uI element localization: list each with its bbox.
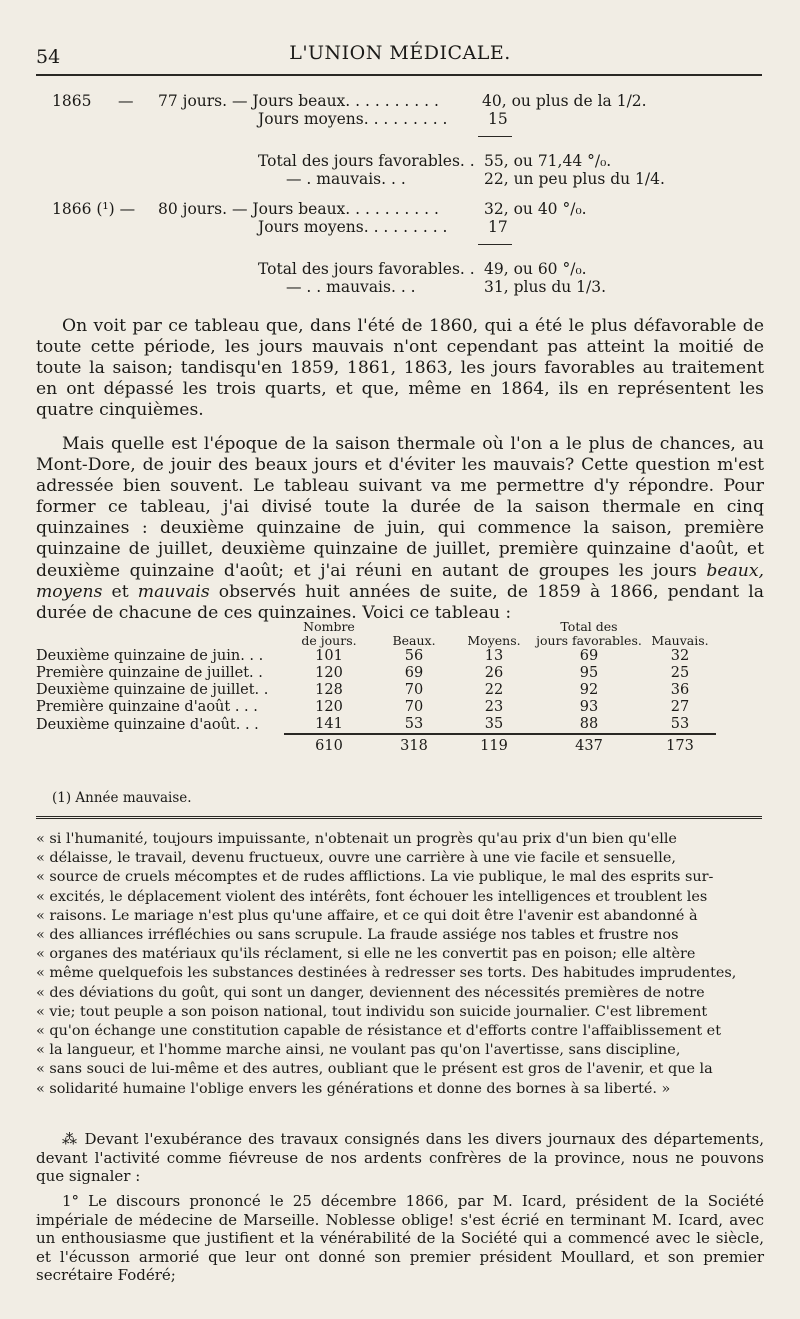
row-mauvais: 53 <box>670 716 690 732</box>
quote-line: « sans souci de lui-même et des autres, oubliant que le présent est gros de l'avenir, et que la <box>36 1061 713 1078</box>
header-total-line2: jours favorables. <box>536 633 642 648</box>
row-beaux: 70 <box>404 682 424 698</box>
row-mauvais: 32 <box>670 648 690 664</box>
table-row <box>36 665 716 682</box>
row-moyens: 13 <box>484 648 504 664</box>
row-beaux: 69 <box>404 665 424 681</box>
total-label-1865: Total des jours favorables. . <box>258 152 475 170</box>
beaux-label-1865: 77 jours. — Jours beaux. . . . . . . . . . <box>158 92 439 110</box>
total-moyens: 119 <box>454 734 534 755</box>
total-label-1866: Total des jours favorables. . <box>258 260 475 278</box>
total-mauvais: 173 <box>644 734 716 755</box>
row-total: 88 <box>579 716 599 732</box>
total-favorables: 437 <box>534 734 644 755</box>
sum-rule-1866 <box>478 244 512 245</box>
moyens-label-1865: Jours moyens. . . . . . . . . <box>258 110 448 128</box>
row-mauvais: 25 <box>670 665 690 681</box>
header-moyens: Moyens. <box>467 633 521 648</box>
section-2-paragraph-1 <box>36 1130 764 1186</box>
row-total: 95 <box>579 665 599 681</box>
quote-line: « la langueur, et l'homme marche ainsi, ne voulant pas qu'on l'avertisse, sans discipline, <box>36 1042 681 1059</box>
beaux-value-1866: 32, ou 40 °/₀. <box>484 200 587 218</box>
table-body <box>36 648 716 755</box>
year-1866: 1866 (¹) — <box>52 200 136 218</box>
paragraph-2-emphasis: beaux, moyens <box>36 560 764 602</box>
paragraph-2-emphasis-2: mauvais <box>137 581 210 602</box>
row-label: Deuxième quinzaine de juin. . . <box>36 648 264 664</box>
row-mauvais: 36 <box>670 682 690 698</box>
table-row <box>36 699 716 716</box>
row-label: Première quinzaine d'août . . . <box>36 699 258 715</box>
paragraph-2-end: observés huit années de suite, de 1859 à 1866, pendant la durée de chacune de ces quinzaines. Voici ce tableau : <box>36 581 764 623</box>
quinzaine-table <box>36 620 716 755</box>
quote-line: « même quelquefois les substances destinées à redresser ses torts. Des habitudes imprudentes, <box>36 965 737 982</box>
row-jours: 120 <box>315 665 343 681</box>
row-moyens: 35 <box>484 716 504 732</box>
quote-line: « des déviations du goût, qui sont un danger, deviennent des nécessités premières de notre <box>36 984 705 1001</box>
total-value-1866: 49, ou 60 °/₀. <box>484 260 587 278</box>
row-beaux: 70 <box>404 699 424 715</box>
paragraph-1 <box>36 316 764 421</box>
section-2-item-1 <box>36 1192 764 1285</box>
page-number: 54 <box>36 46 61 68</box>
quote-line: « source de cruels mécomptes et de rudes afflictions. La vie publique, le mal des esprits sur- <box>36 869 714 886</box>
moyens-label-1866: Jours moyens. . . . . . . . . <box>258 218 448 236</box>
row-moyens: 23 <box>484 699 504 715</box>
row-total: 92 <box>579 682 599 698</box>
table-row <box>36 716 716 734</box>
mauvais-label-1866: — . . mauvais. . . <box>286 278 416 296</box>
sum-rule-1865 <box>478 136 512 137</box>
quote-line: « des alliances irréfléchies ou sans scrupule. La fraude assiége nos tables et frustre nos <box>36 927 679 944</box>
section-2-intro <box>36 1130 764 1186</box>
row-jours: 128 <box>315 682 343 698</box>
header-beaux: Beaux. <box>392 633 436 648</box>
mauvais-value-1865: 22, un peu plus du 1/4. <box>484 170 665 188</box>
paragraph-2 <box>36 434 764 624</box>
row-moyens: 26 <box>484 665 504 681</box>
row-jours: 141 <box>315 716 343 732</box>
table-row <box>36 682 716 699</box>
header-total-line1: Total des <box>560 619 618 634</box>
total-value-1865: 55, ou 71,44 °/₀. <box>484 152 612 170</box>
quote-block <box>36 830 764 1099</box>
total-jours: 610 <box>284 734 374 755</box>
quote-line: « raisons. Le mariage n'est plus qu'une affaire, et ce qui doit être l'avenir est abandonné à <box>36 907 698 924</box>
totals-spacer <box>36 734 284 755</box>
moyens-value-1865: 15 <box>488 110 508 128</box>
mauvais-value-1866: 31, plus du 1/3. <box>484 278 607 296</box>
paragraph-1-text: On voit par ce tableau que, dans l'été de 1860, qui a été le plus défavorable de toute cette période, les jours mauvais n'ont cependant pas atteint la moitié de toute la saison; tandisqu'en 1859, 1861, 1863, les jours favorables au traitement en ont dépassé les trois quarts, et que, même en 1864, ils en représentent les quatre cinquièmes. <box>36 316 764 421</box>
asterism: ⁂ <box>62 1130 79 1148</box>
beaux-value-1865: 40, ou plus de la 1/2. <box>482 92 647 110</box>
quote-line: « vie; tout peuple a son poison national, tout individu son suicide journalier. C'est librement <box>36 1003 708 1020</box>
header-rule <box>36 74 762 76</box>
table-header-spacer <box>36 620 284 648</box>
row-jours: 120 <box>315 699 343 715</box>
year-1865: 1865 <box>52 92 92 110</box>
quote-line: « si l'humanité, toujours impuissante, n'obtenait un progrès qu'au prix d'un bien qu'elle <box>36 831 677 847</box>
row-mauvais: 27 <box>670 699 690 715</box>
row-moyens: 22 <box>484 682 504 698</box>
table-totals-row <box>36 734 716 755</box>
footnote: (1) Année mauvaise. <box>52 790 192 806</box>
quote-line: « qu'on échange une constitution capable de résistance et d'efforts contre l'affaiblissement et <box>36 1023 721 1040</box>
header-nombre-line2: de jours. <box>301 633 357 648</box>
row-beaux: 53 <box>404 716 424 732</box>
beaux-label-1866: 80 jours. — Jours beaux. . . . . . . . . . <box>158 200 439 218</box>
quote-line: « délaisse, le travail, devenu fructueux, ouvre une carrière à une vie facile et sensuelle, <box>36 850 676 867</box>
section-divider <box>36 816 762 819</box>
table-row <box>36 648 716 665</box>
year-1865-dash: — <box>118 92 134 110</box>
header-mauvais: Mauvais. <box>651 633 709 648</box>
section-2-paragraph-2: 1° Le discours prononcé le 25 décembre 1866, par M. Icard, président de la Société impériale de médecine de Marseille. Noblesse oblige! s'est écrié en terminant M. Icard, avec un enthousiasme que justifient et la vénérabilité de la Société qui a commencé avec le siècle, et l'écusson armorié que leur ont donné son premier président Moullard, et son premier secrétaire Fodéré; <box>36 1192 764 1285</box>
header-nombre-line1: Nombre <box>303 619 355 634</box>
row-jours: 101 <box>315 648 343 664</box>
mauvais-label-1865: — . mauvais. . . <box>286 170 406 188</box>
header-total <box>534 620 644 648</box>
total-beaux: 318 <box>374 734 454 755</box>
running-title: L'UNION MÉDICALE. <box>289 42 511 64</box>
row-total: 93 <box>579 699 599 715</box>
row-label: Deuxième quinzaine d'août. . . <box>36 716 259 733</box>
row-total: 69 <box>579 648 599 664</box>
row-beaux: 56 <box>404 648 424 664</box>
section-2-paragraph-1-text: Devant l'exubérance des travaux consignés dans les divers journaux des départements, devant l'activité comme fiévreuse de nos ardents confrères de la province, nous ne pouvons que signaler : <box>36 1130 764 1186</box>
moyens-value-1866: 17 <box>488 218 508 236</box>
paragraph-2-et: et <box>111 581 129 602</box>
quote-line: « solidarité humaine l'oblige envers les générations et donne des bornes à sa liberté. » <box>36 1080 671 1097</box>
row-label: Première quinzaine de juillet. . <box>36 665 263 681</box>
quote-line: « organes des matériaux qu'ils réclament, si elle ne les convertit pas en poison; elle altère <box>36 946 696 963</box>
header-nombre <box>284 620 374 648</box>
paragraph-2-text <box>36 434 764 624</box>
row-label: Deuxième quinzaine de juillet. . <box>36 682 269 698</box>
paragraph-2-start: Mais quelle est l'époque de la saison thermale où l'on a le plus de chances, au Mont-Dore, de jouir des beaux jours et d'éviter les mauvais? Cette question m'est adressée bien souvent. Le tableau suivant va me permettre d'y répondre. Pour former ce tableau, j'ai divisé toute la durée de la saison thermale en cinq quinzaines : deuxième quinzaine de juin, qui commence la saison, première quinzaine de juillet, deuxième quinzaine de juillet, première quinzaine d'août, et deuxième quinzaine d'août; et j'ai réuni en autant de groupes les jours <box>36 434 764 581</box>
quote-line: « excités, le déplacement violent des intérêts, font échouer les intelligences et troublent les <box>36 888 708 905</box>
